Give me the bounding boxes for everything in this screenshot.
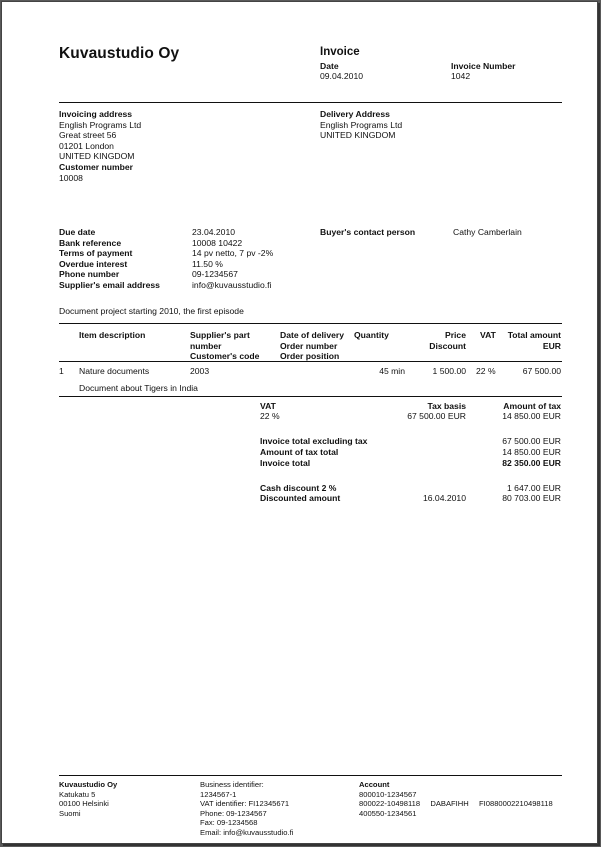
total-excl-label: Invoice total excluding tax <box>260 436 368 446</box>
col-header-quantity: Quantity <box>354 330 389 340</box>
invoicing-address-label: Invoicing address <box>59 109 133 119</box>
invoice-total-value: 82 350.00 EUR <box>502 458 561 468</box>
date-value: 09.04.2010 <box>320 71 364 81</box>
footer-business-line: 1234567-1 <box>200 789 237 799</box>
table-top-divider <box>59 323 562 324</box>
terms-labels <box>59 227 160 291</box>
terms-label: Phone number <box>59 269 120 280</box>
row-quantity: 45 min <box>379 366 405 376</box>
col-header-price-line: Price <box>444 330 466 340</box>
discounted-amount-date: 16.04.2010 <box>422 493 466 503</box>
summary-vat-label: VAT <box>260 401 276 411</box>
col-header-item <box>79 330 145 341</box>
col-header-total-line: EUR <box>542 340 561 351</box>
delivery-address-label: Delivery Address <box>320 109 390 119</box>
table-bottom-divider <box>59 396 562 397</box>
terms-value: 09-1234567 <box>192 269 238 280</box>
summary-tax-label: Amount of tax <box>503 401 561 411</box>
terms-values <box>192 227 273 291</box>
footer-business-line: VAT identifier: FI12345671 <box>200 799 290 809</box>
discounted-amount-value: 80 703.00 EUR <box>502 493 561 503</box>
col-header-part-line: number <box>190 340 222 351</box>
terms-value: 23.04.2010 <box>192 227 236 237</box>
contact-person-value: Cathy Camberlain <box>453 227 522 237</box>
col-header-price <box>429 330 466 351</box>
row-total: 67 500.00 <box>522 366 561 376</box>
col-header-delivery-line: Date of delivery <box>280 330 344 340</box>
customer-number-value: 10008 <box>59 172 83 183</box>
col-header-part-line: Customer's code <box>190 351 260 362</box>
footer-account <box>359 780 553 818</box>
footer-business <box>200 780 293 838</box>
footer-company-name: Kuvaustudio Oy <box>59 780 118 789</box>
summary-basis-value: 67 500.00 EUR <box>407 411 466 421</box>
row-description: Nature documents <box>79 366 150 376</box>
invoice-page <box>1 1 598 844</box>
footer-account-number: 800022-10498118 <box>359 799 421 809</box>
footer-divider <box>59 775 562 776</box>
footer-account-label: Account <box>359 780 390 789</box>
tax-total-value: 14 850.00 EUR <box>502 447 561 457</box>
invoicing-address-line: 01201 London <box>59 140 114 151</box>
invoicing-address-line: Great street 56 <box>59 130 117 141</box>
col-header-total <box>508 330 561 351</box>
terms-label: Bank reference <box>59 237 122 248</box>
terms-value: 11.50 % <box>192 258 223 269</box>
col-header-part-line: Supplier's part <box>190 330 250 340</box>
footer-account-iban: FI0880002210498118 <box>479 799 553 809</box>
row-note: Document about Tigers in India <box>79 383 198 393</box>
summary-tax-value: 14 850.00 EUR <box>502 411 561 421</box>
cash-discount-value: 1 647.00 EUR <box>507 483 561 493</box>
contact-person-label: Buyer's contact person <box>320 227 416 237</box>
date-label: Date <box>320 61 339 71</box>
terms-value: info@kuvausstudio.fi <box>192 279 272 290</box>
invoicing-address-line: English Programs Ltd <box>59 119 142 130</box>
col-header-price-line: Discount <box>429 340 466 351</box>
summary-basis-label: Tax basis <box>427 401 466 411</box>
terms-label: Terms of payment <box>59 248 133 259</box>
terms-label: Due date <box>59 227 96 237</box>
row-vat: 22 % <box>476 366 496 376</box>
table-header-divider <box>59 361 562 362</box>
col-header-delivery-line: Order number <box>280 340 338 351</box>
footer-account-line <box>359 799 553 809</box>
footer-business-line: Business identifier: <box>200 780 264 789</box>
tax-total-label: Amount of tax total <box>260 447 339 457</box>
document-title: Invoice <box>320 46 360 58</box>
terms-label: Supplier's email address <box>59 279 160 290</box>
invoice-number-label: Invoice Number <box>451 61 516 71</box>
discounted-amount-label: Discounted amount <box>260 493 341 503</box>
col-header-part <box>190 330 259 362</box>
row-index: 1 <box>59 366 64 376</box>
terms-label: Overdue interest <box>59 258 128 269</box>
delivery-address-line: UNITED KINGDOM <box>320 130 396 141</box>
invoice-total-label: Invoice total <box>260 458 311 468</box>
footer-company <box>59 780 117 818</box>
delivery-address <box>320 109 402 141</box>
terms-value: 14 pv netto, 7 pv -2% <box>192 248 274 259</box>
company-name: Kuvaustudio Oy <box>59 45 180 62</box>
footer-company-line: 00100 Helsinki <box>59 799 109 809</box>
footer-business-line: Phone: 09-1234567 <box>200 808 267 818</box>
col-header-delivery-line: Order position <box>280 351 340 362</box>
project-note: Document project starting 2010, the first episode <box>59 306 244 316</box>
customer-number-label: Customer number <box>59 161 134 172</box>
total-excl-value: 67 500.00 EUR <box>502 436 561 446</box>
footer-account-line: 400550-1234561 <box>359 808 417 818</box>
col-header-total-line: Total amount <box>507 330 561 340</box>
summary-vat-rate: 22 % <box>260 411 280 421</box>
invoicing-address-line: UNITED KINGDOM <box>59 151 135 162</box>
header-divider <box>59 102 562 103</box>
row-part-number: 2003 <box>190 366 210 376</box>
footer-business-line: Email: info@kuvausstudio.fi <box>200 827 294 837</box>
footer-company-line: Katukatu 5 <box>59 789 96 799</box>
delivery-address-line: English Programs Ltd <box>320 119 403 130</box>
footer-account-bic: DABAFIHH <box>430 799 469 809</box>
row-price: 1 500.00 <box>432 366 466 376</box>
cash-discount-label: Cash discount 2 % <box>260 483 337 493</box>
col-header-item-text: Item description <box>79 330 146 340</box>
footer-company-line: Suomi <box>59 808 81 818</box>
invoice-number-value: 1042 <box>451 71 471 81</box>
footer-business-line: Fax: 09-1234568 <box>200 818 258 828</box>
invoicing-address <box>59 109 141 183</box>
footer-account-line: 800010-1234567 <box>359 789 417 799</box>
col-header-delivery <box>280 330 344 362</box>
col-header-vat: VAT <box>480 330 496 340</box>
terms-value: 10008 10422 <box>192 237 243 248</box>
